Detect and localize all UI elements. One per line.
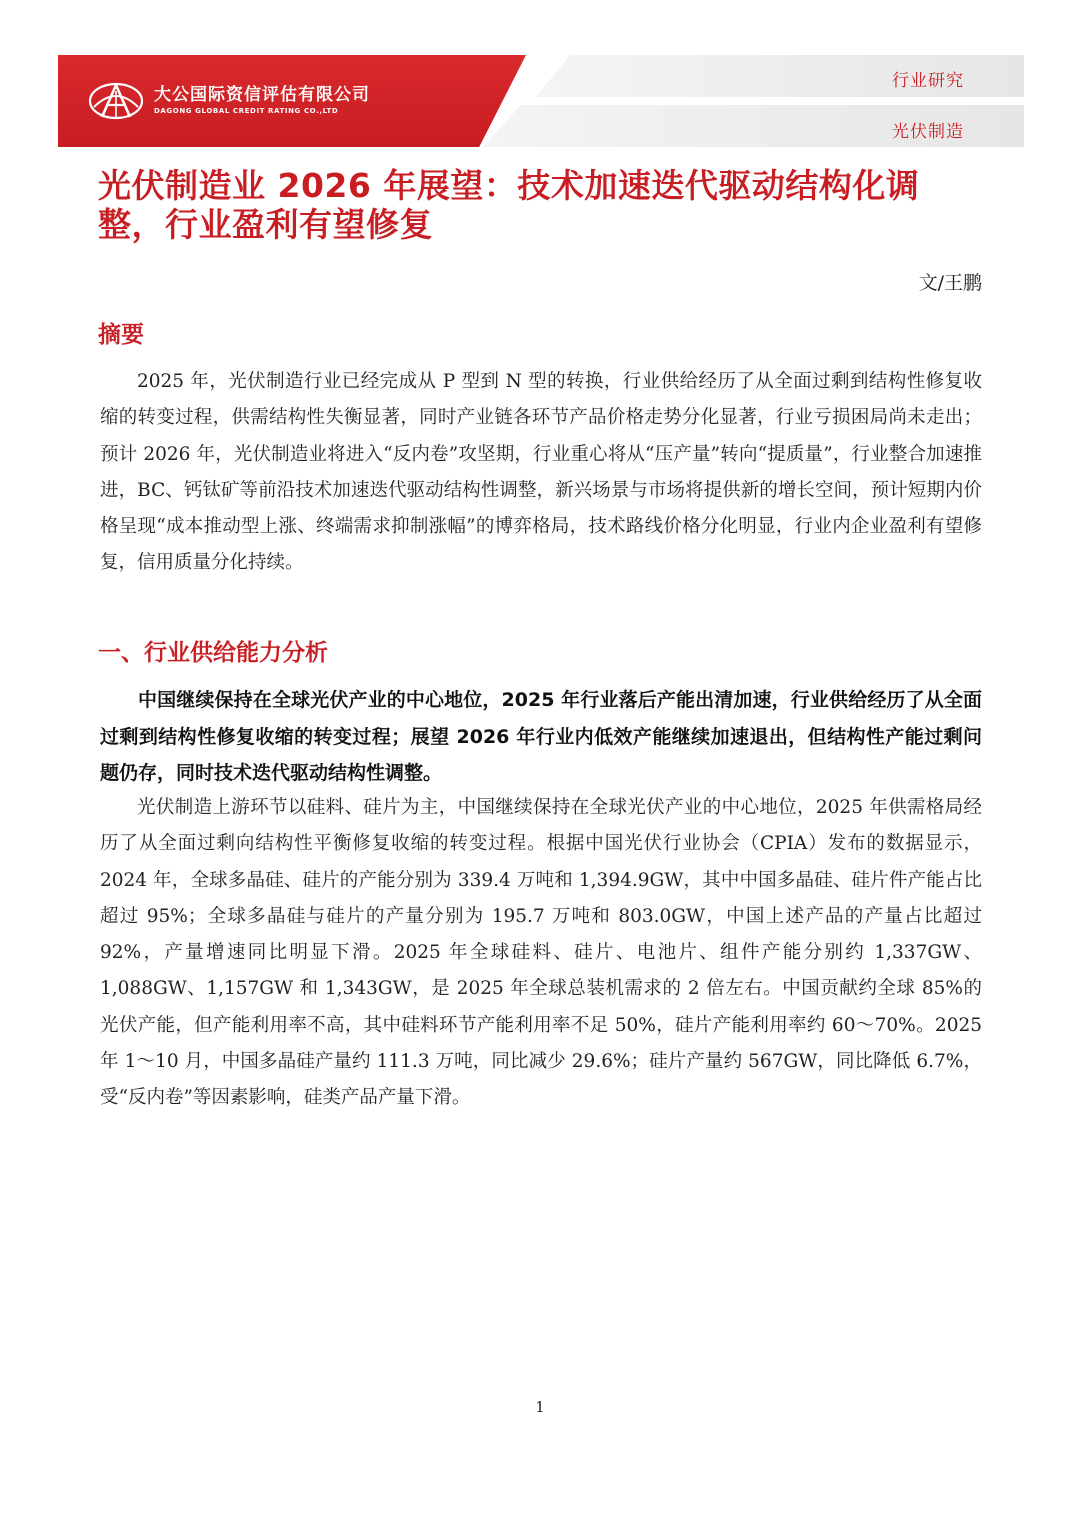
section-1-body-paragraph: 光伏制造上游环节以硅料、硅片为主，中国继续保持在全球光伏产业的中心地位，2025 年供需格局经历了从全面过剩向结构性平衡修复收缩的转变过程。根据中国光伏行业协会（CPIA）发布的数据显示，2024 年，全球多晶硅、硅片的产能分别为 339.4 万吨和 1,394.9GW，其中中国多晶硅、硅片件产能占比超过 95%；全球多晶硅与硅片的产量分别为 195.7 万吨和 803.0GW，中国上述产品的产量占比超过 92%，产量增速同比明显下滑。2025 年全球硅料、硅片、电池片、组件产能分别约 1,337GW、1,088GW、1,157GW 和 1,343GW，是 2025 年全球总装机需求的 2 倍左右。中国贡献约全球 85%的光伏产能，但产能利用率不高，其中硅料环节产能利用率不足 50%，硅片产能利用率约 60～70%。2025 年 1～10 月，中国多晶硅产量约 111.3 万吨，同比减少 29.6%；硅片产量约 567GW，同比降低 6.7%，受“反内卷”等因素影响，硅类产品产量下滑。 <box>100 797 982 1109</box>
report-title: 光伏制造业 2026 年展望：技术加速迭代驱动结构化调整，行业盈利有望修复 <box>98 166 920 244</box>
abstract-paragraph: 2025 年，光伏制造行业已经完成从 P 型到 N 型的转换，行业供给经历了从全面过剩到结构性修复收缩的转变过程，供需结构性失衡显著，同时产业链各环节产品价格走势分化显著，行业亏损困局尚未走出；预计 2026 年，光伏制造业将进入“反内卷”攻坚期，行业重心将从“压产量”转向“提质量”，行业整合加速推进，BC、钙钛矿等前沿技术加速迭代驱动结构性调整，新兴场景与市场将提供新的增长空间，预计短期内价格呈现“成本推动型上涨、终端需求抑制涨幅”的博弈格局，技术路线价格分化明显，行业内企业盈利有望修复，信用质量分化持续。 <box>100 371 982 574</box>
abstract-heading: 摘要 <box>98 322 144 348</box>
company-name-en: DAGONG GLOBAL CREDIT RATING CO.,LTD <box>154 107 339 115</box>
company-logo-text <box>154 85 370 117</box>
sector-tag: 光伏制造 <box>892 122 964 142</box>
category-tag: 行业研究 <box>892 71 964 91</box>
report-header <box>58 55 1024 147</box>
page-number: 1 <box>535 1398 545 1416</box>
company-name-cn: 大公国际资信评估有限公司 <box>154 85 370 105</box>
dagong-logo-icon <box>88 81 144 121</box>
section-1-lead-paragraph: 中国继续保持在全球光伏产业的中心地位，2025 年行业落后产能出清加速，行业供给经历了从全面过剩到结构性修复收缩的转变过程；展望 2026 年行业内低效产能继续加速退出，但结构性产能过剩问题仍存，同时技术迭代驱动结构性调整。 <box>100 689 982 784</box>
author-byline: 文/王鹏 <box>918 272 982 294</box>
section-1-heading: 一、行业供给能力分析 <box>98 640 328 666</box>
